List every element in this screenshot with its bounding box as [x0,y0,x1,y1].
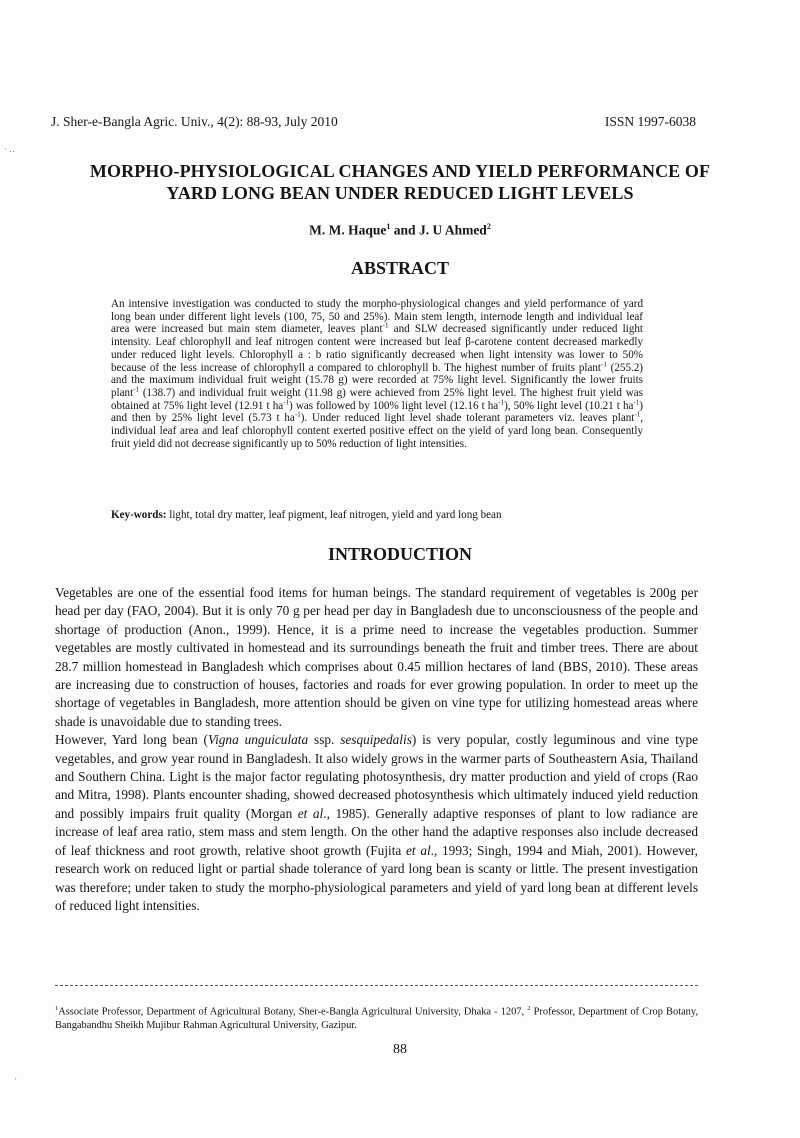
title-line-2: YARD LONG BEAN UNDER REDUCED LIGHT LEVELS [166,183,634,203]
keywords-label: Key-words: [111,509,167,521]
abstract-text [111,298,643,450]
abstract-segment: (255.2) and the maximum individual fruit weight (15.78 g) were recorded at 75% light level. Significantly the lower fruits plant [111,361,643,399]
abstract-segment: and SLW decreased significantly under reduced light intensity. Leaf chlorophyll and leaf nitrogen content were increased but leaf β-carotene content decreased markedly under reduced light levels. Chlorophyll a : b ratio significantly decreased when light intensity was lower to 50% because of the less increase of chlorophyll a compared to chlorophyll b. The highest number of fruits plant [111,323,643,374]
intro-segment: However, Yard long bean ( [55,732,208,748]
abstract-segment: ) was followed by 100% light level (12.16 t ha [289,399,499,412]
keywords-text: light, total dry matter, leaf pigment, leaf nitrogen, yield and yard long bean [166,509,502,521]
et-al: et al [406,842,431,858]
superscript: -1 [382,321,389,330]
intro-paragraph-2 [55,731,698,915]
abstract-heading: ABSTRACT [350,258,450,278]
author-2-affiliation-mark: 2 [486,222,491,231]
abstract-segment: ) and then by 25% light level (5.73 t ha [111,399,643,425]
abstract-segment: ), 50% light level (10.21 t ha [504,399,634,412]
intro-segment: ., 1993; Singh, 1994 and Miah, 2001). However, research work on reduced light or partial shade tolerance of yard long bean is scanty or little. The present investigation was therefore; under taken to study the morpho-physiological parameters and yield of yard long bean at different levels of reduced light intensities. [55,842,698,913]
intro-segment: ., 1985). Generally adaptive responses of plant to low radiance are increase of leaf area ratio, stem mass and stem length. On the other hand the adaptive responses also include decreased of leaf thickness and root growth, relative shoot growth (Fujita [55,805,699,858]
running-header [51,114,696,130]
et-al: et al [297,805,324,821]
intro-paragraph-1: Vegetables are one of the essential food items for human beings. The standard requirement of vegetables is 200g per head per day (FAO, 2004). But it is only 70 g per head per day in Bangladesh due to unconsciousness of the people and shortage of production (Anon., 1999). Hence, it is a prime need to increase the vegetables production. Summer vegetables are mostly cultivated in homestead and its surroundings beneath the fruit and timber trees. There are about 28.7 million homestead in Bangladesh which comprises about 0.45 million hectares of land (BBS, 2010). These areas are increasing due to construction of houses, factories and roads for ever growing population. In order to meet up the shortage of vegetables in Bangladesh, more attention should be given on vine type for utilizing homestead areas where shade is unavoidable due to standing trees. [55,585,698,729]
superscript: -1 [283,397,290,406]
superscript: -1 [498,397,505,406]
journal-citation: J. Sher-e-Bangla Agric. Univ., 4(2): 88-93, July 2010 [51,114,338,129]
abstract-segment: , individual leaf area and leaf chlorophyll content exerted positive effect on the yield of yard long bean. Consequently fruit yield did not decrease significantly up to 50% reduction of light intensities. [111,412,643,450]
footnote-text: Professor, Department of Crop Botany, Bangabandhu Sheikh Mujibur Rahman Agricultural University, Gazipur. [55,1006,698,1032]
author-1-affiliation-mark: 1 [386,222,391,231]
title-line-1: MORPHO-PHYSIOLOGICAL CHANGES AND YIELD PERFORMANCE OF [89,161,711,181]
superscript: -1 [634,410,641,419]
abstract-segment: (138.7) and individual fruit weight (11.98 g) were achieved from 25% light level. The highest fruit yield was obtained at 75% light level (12.91 t ha [111,386,643,412]
intro-segment: ssp. [308,732,341,748]
abstract-segment: An intensive investigation was conducted to study the morpho-physiological changes and yield performance of yard long bean under different light levels (100, 75, 50 and 25%). Main stem length, internode length and individual leaf area were increased but main stem diameter, leaves plant [111,298,643,336]
keywords [111,509,651,522]
scan-speck: · [14,1074,17,1084]
issn-number: ISSN 1997-6038 [604,114,696,129]
footnote-mark: 2 [527,1005,531,1012]
superscript: -1 [601,359,607,368]
author-list [0,222,800,239]
author-1: M. M. Haque [309,222,387,238]
page-number: 88 [393,1042,407,1057]
superscript: -1 [633,397,640,406]
introduction-body [55,584,698,915]
intro-segment: ) is very popular, costly leguminous and vine type vegetables, and grow year round in Bangladesh. It also widely grows in the warmer parts of Southeastern Asia, Thailand and Southern China. Light is the major factor regulating photosynthesis, dry matter production and yield of crops (Rao and Mitra, 1998). Plants encounter shading, showed decreased photosynthesis which ultimately induced yield reduction and possibly impairs fruit quality (Morgan [55,732,698,821]
species-name: Vigna unguiculata [207,732,309,748]
footnote-mark: 1 [55,1005,59,1012]
abstract-segment: ). Under reduced light level shade tolerant parameters viz. leaves plant [300,412,635,425]
subspecies-name: sesquipedalis [340,732,412,748]
superscript: -1 [133,385,140,394]
author-conjunction: and [390,222,419,238]
affiliation-footnote [55,1002,698,1033]
superscript: -1 [294,410,301,419]
paper-title [40,160,760,204]
footnote-text: Associate Professor, Department of Agricultural Botany, Sher-e-Bangla Agricultural University, Dhaka - 1207, [58,1006,528,1018]
introduction-heading: INTRODUCTION [327,544,473,564]
footnote-divider [55,985,698,986]
author-2: J. U Ahmed [418,222,487,238]
scan-speck: · ‥ [4,144,16,154]
